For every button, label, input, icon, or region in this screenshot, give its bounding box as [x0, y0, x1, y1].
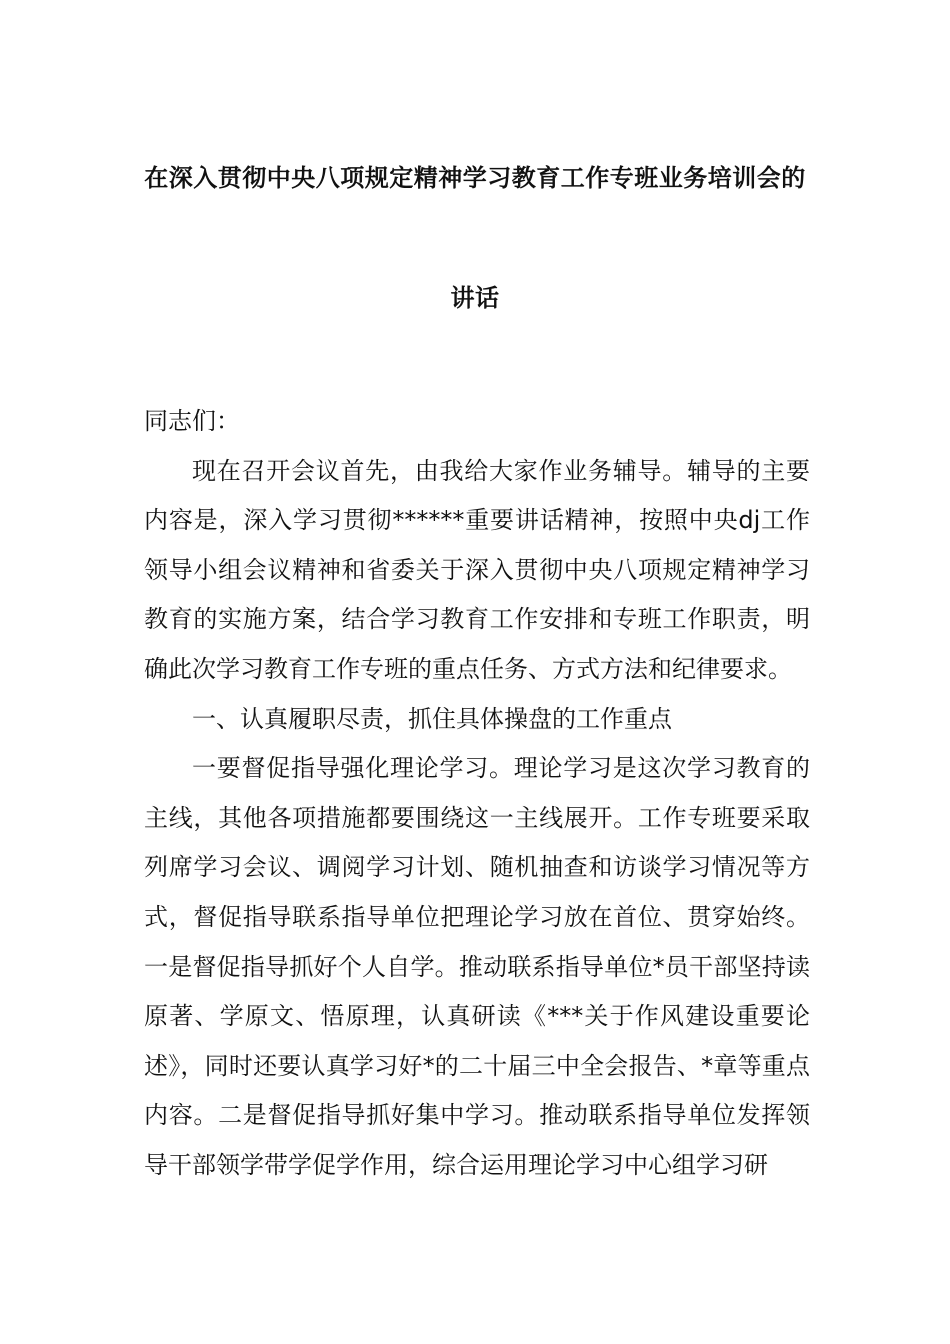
salutation: 同志们：: [144, 407, 240, 435]
document-title-line-1: 在深入贯彻中央八项规定精神学习教育工作专班业务培训会的: [144, 164, 806, 192]
paragraph-theory-study: 一要督促指导强化理论学习。理论学习是这次学习教育的主线，其他各项措施都要围绕这一主线展开。工作专班要采取列席学习会议、调阅学习计划、随机抽查和访谈学习情况等方式，督促指导联系指导单位把理论学习放在首位、贯穿始终。一是督促指导抓好个人自学。推动联系指导单位*员干部坚持读原著、学原文、悟原理，认真研读《***关于作风建设重要论述》，同时还要认真学习好*的二十届三中全会报告、*章等重点内容。二是督促指导抓好集中学习。推动联系指导单位发挥领导干部领学带学促学作用，综合运用理论学习中心组学习研: [144, 754, 810, 1179]
paragraph-intro: 现在召开会议首先，由我给大家作业务辅导。辅导的主要内容是，深入学习贯彻******重要讲话精神，按照中央dj工作领导小组会议精神和省委关于深入贯彻中央八项规定精神学习教育的实施方案，结合学习教育工作安排和专班工作职责，明确此次学习教育工作专班的重点任务、方式方法和纪律要求。: [144, 456, 810, 683]
document-title-line-2: 讲话: [450, 284, 500, 312]
document-body: [144, 397, 810, 1191]
section-heading: 一、认真履职尽责，抓住具体操盘的工作重点: [192, 704, 672, 733]
